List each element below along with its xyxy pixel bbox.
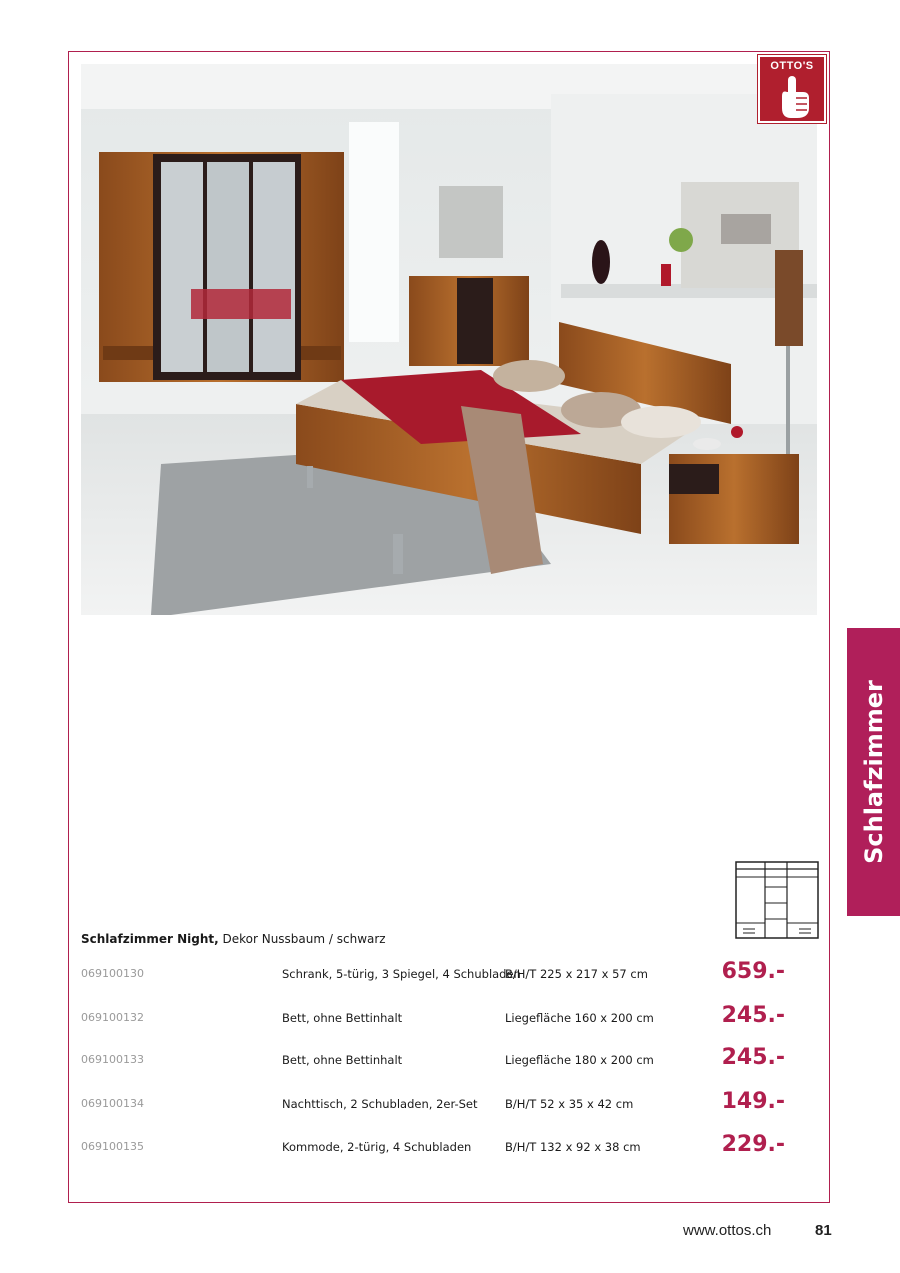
wardrobe-schematic-icon bbox=[735, 861, 819, 939]
article-number: 069100134 bbox=[81, 1097, 144, 1110]
item-price: 245.- bbox=[721, 1003, 785, 1028]
pointing-hand-icon bbox=[777, 74, 811, 120]
item-dimensions: B/H/T 225 x 217 x 57 cm bbox=[505, 967, 648, 981]
item-description: Kommode, 2-türig, 4 Schubladen bbox=[282, 1140, 472, 1154]
product-name: Schlafzimmer Night, bbox=[81, 932, 219, 946]
list-item bbox=[0, 1003, 900, 1041]
product-title bbox=[81, 932, 386, 946]
list-item bbox=[0, 1089, 900, 1127]
section-tab bbox=[847, 628, 900, 916]
article-number: 069100133 bbox=[81, 1053, 144, 1066]
article-number: 069100130 bbox=[81, 967, 144, 980]
item-price: 229.- bbox=[721, 1132, 785, 1157]
item-dimensions: Liegefläche 160 x 200 cm bbox=[505, 1011, 654, 1025]
item-dimensions: Liegefläche 180 x 200 cm bbox=[505, 1053, 654, 1067]
item-description: Schrank, 5-türig, 3 Spiegel, 4 Schubladen bbox=[282, 967, 521, 981]
item-description: Bett, ohne Bettinhalt bbox=[282, 1011, 403, 1025]
logo-text: OTTO'S bbox=[770, 60, 814, 72]
article-number: 069100132 bbox=[81, 1011, 144, 1024]
page-number: 81 bbox=[815, 1222, 832, 1239]
list-item bbox=[0, 959, 900, 997]
list-item bbox=[0, 1132, 900, 1170]
item-description: Nachttisch, 2 Schubladen, 2er-Set bbox=[282, 1097, 478, 1111]
section-tab-label: Schlafzimmer bbox=[859, 680, 888, 864]
website-link[interactable]: www.ottos.ch bbox=[683, 1222, 772, 1239]
item-dimensions: B/H/T 132 x 92 x 38 cm bbox=[505, 1140, 641, 1154]
item-dimensions: B/H/T 52 x 35 x 42 cm bbox=[505, 1097, 634, 1111]
ottos-logo bbox=[758, 55, 826, 123]
item-price: 659.- bbox=[721, 959, 785, 984]
item-price: 245.- bbox=[721, 1045, 785, 1070]
product-finish: Dekor Nussbaum / schwarz bbox=[222, 932, 386, 946]
bedroom-photo bbox=[81, 64, 817, 615]
article-number: 069100135 bbox=[81, 1140, 144, 1153]
item-price: 149.- bbox=[721, 1089, 785, 1114]
list-item bbox=[0, 1045, 900, 1083]
item-description: Bett, ohne Bettinhalt bbox=[282, 1053, 403, 1067]
